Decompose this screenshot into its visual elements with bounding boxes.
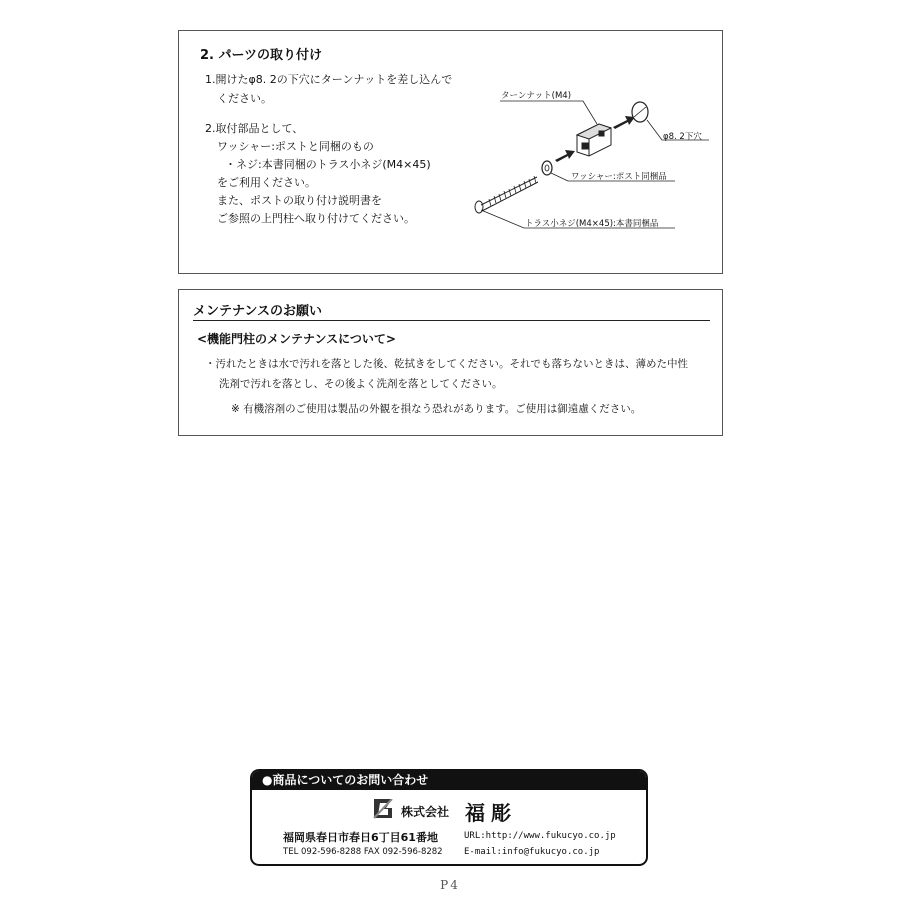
company-logo-icon	[372, 799, 394, 819]
pilot-hole-icon	[632, 102, 648, 122]
company-name: 福彫	[465, 801, 517, 825]
step2-line4: をご利用ください。	[217, 176, 316, 189]
contact-header: ●商品についてのお問い合わせ	[252, 771, 646, 790]
turn-nut-icon	[577, 124, 611, 156]
label-truss-screw: トラス小ネジ(M4×45):本書同梱品	[525, 219, 659, 229]
maintenance-line2: 洗剤で汚れを落とし、その後よく洗剤を落としてください。	[219, 378, 503, 390]
maintenance-section	[178, 289, 723, 436]
washer-icon	[542, 161, 552, 175]
page-number: P4	[440, 878, 460, 892]
step2-line1: 2.取付部品として、	[205, 122, 304, 135]
truss-screw-icon	[475, 176, 538, 213]
maintenance-note: ※ 有機溶剤のご使用は製品の外観を損なう恐れがあります。ご使用は御遠慮ください。	[231, 403, 642, 415]
installation-diagram	[179, 31, 724, 275]
website-url[interactable]: URL:http://www.fukucyo.co.jp	[464, 831, 616, 841]
contact-box	[250, 769, 648, 866]
step2-line6: ご参照の上門柱へ取り付けてください。	[217, 212, 415, 225]
maintenance-line1: ・汚れたときは水で汚れを落とした後、乾拭きをしてください。それでも落ちないときは、薄めた中性	[205, 358, 688, 370]
label-turn-nut: ターンナット(M4)	[501, 91, 572, 101]
parts-title: 2. パーツの取り付け	[200, 48, 322, 63]
step1-line1: 1.開けたφ8. 2の下穴にターンナットを差し込んで	[205, 73, 453, 86]
maintenance-title: メンテナンスのお願い	[193, 304, 322, 319]
maintenance-subtitle: <機能門柱のメンテナンスについて>	[197, 332, 396, 346]
label-pilot-hole: φ8. 2下穴	[663, 132, 702, 142]
step2-line2: ワッシャー:ポストと同梱のもの	[217, 140, 374, 153]
step2-line3: ・ネジ:本書同梱のトラス小ネジ(M4×45)	[225, 158, 431, 171]
tel-fax: TEL 092-596-8288 FAX 092-596-8282	[283, 847, 443, 857]
parts-installation-section	[178, 30, 723, 274]
label-washer: ワッシャー:ポスト同梱品	[571, 172, 667, 182]
step1-line2: ください。	[217, 92, 272, 105]
company-address: 福岡県春日市春日6丁目61番地	[283, 831, 438, 844]
company-prefix: 株式会社	[401, 805, 450, 819]
maintenance-divider	[193, 320, 710, 321]
step2-line5: また、ポストの取り付け説明書を	[217, 194, 382, 207]
contact-email[interactable]: E-mail:info@fukucyo.co.jp	[464, 847, 600, 857]
